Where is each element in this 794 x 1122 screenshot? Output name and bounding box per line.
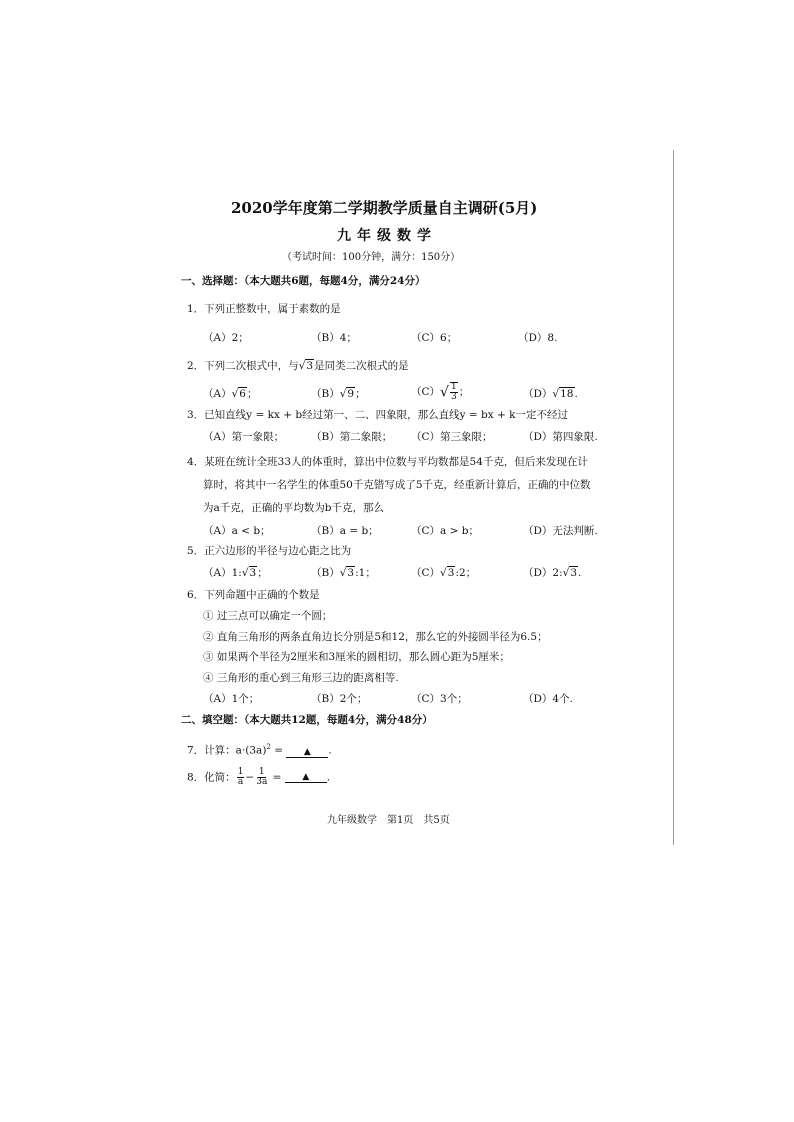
question-3-option-d: （D）第四象限. — [523, 431, 598, 443]
question-8-text — [187, 768, 330, 788]
option-tail: :1； — [355, 567, 376, 579]
radicand: 3 — [347, 567, 355, 579]
option-tail: :2； — [455, 567, 477, 579]
question-1-option-c: （C）6； — [411, 332, 458, 344]
section-1-heading: 一、选择题：（本大题共6题，每题4分，满分24分） — [181, 275, 426, 287]
question-5-option-c — [411, 568, 476, 579]
question-4-option-d: （D）无法判断. — [523, 525, 598, 537]
question-2-text — [187, 361, 409, 372]
question-8-prefix: 8．化简： — [187, 771, 236, 784]
radicand: 9 — [347, 388, 355, 400]
equals-sign: = — [270, 744, 287, 757]
fraction-numerator: 1 — [237, 767, 244, 777]
question-4-line-2: 算时，将其中一名学生的体重50千克错写成了5千克，经重新计算后，正确的中位数 — [203, 479, 591, 491]
sqrt-expression: √3 — [440, 567, 455, 579]
fraction — [450, 382, 458, 403]
exam-title: 2020学年度第二学期教学质量自主调研(5月) — [231, 199, 538, 217]
option-tail: ； — [355, 388, 366, 400]
page-footer: 九年级数学 第1页 共5页 — [327, 815, 450, 826]
question-6-item-4: ④ 三角形的重心到三角形三边的距离相等. — [203, 672, 399, 684]
option-tail: ； — [246, 388, 258, 400]
radicand: 3 — [570, 567, 578, 579]
question-2-option-a — [203, 389, 257, 400]
question-7-text — [187, 744, 332, 758]
equals-sign: = — [269, 771, 285, 784]
fraction-denominator: 3 — [450, 392, 457, 403]
question-1-option-b: （B）4； — [311, 332, 357, 344]
radicand: 18 — [560, 388, 574, 400]
option-label: （D） — [523, 388, 553, 400]
radicand: 6 — [239, 388, 246, 400]
sqrt-expression: √6 — [231, 388, 246, 400]
question-6-text: 6．下列命题中正确的个数是 — [187, 589, 320, 601]
option-tail: . — [578, 567, 582, 579]
question-3-option-a: （A）第一象限； — [203, 431, 285, 443]
question-3-option-b: （B）第二象限； — [311, 431, 393, 443]
question-4-option-c: （C）a > b； — [411, 525, 479, 537]
option-label: （B） — [311, 567, 340, 579]
fraction-1 — [237, 768, 245, 788]
answer-blank: ▲ — [285, 773, 327, 783]
question-1-text: 1．下列正整数中，属于素数的是 — [187, 303, 341, 315]
fraction-numerator: 1 — [258, 767, 265, 777]
answer-blank: ▲ — [286, 748, 328, 758]
question-7-tail: . — [328, 744, 332, 757]
radicand: 3 — [306, 360, 314, 372]
question-1-option-a: （A）2； — [203, 332, 249, 344]
option-label: （A）1: — [203, 567, 242, 579]
question-6-item-2: ② 直角三角形的两条直角边长分别是5和12，那么它的外接圆半径为6.5； — [203, 631, 548, 643]
question-3-option-c: （C）第三象限； — [411, 431, 493, 443]
sqrt-expression: √3 — [241, 567, 257, 579]
question-8-tail: . — [326, 771, 331, 784]
question-6-option-d: （D）4个. — [523, 693, 573, 705]
question-2-option-b — [311, 389, 366, 400]
question-2-option-c — [411, 382, 469, 403]
question-6-item-1: ① 过三点可以确定一个圆； — [203, 610, 333, 622]
question-7-expression: 7．计算：a·(3a) — [187, 744, 267, 757]
exam-info: （考试时间：100分钟，满分：150分） — [282, 252, 461, 263]
fraction-denominator: a — [237, 777, 244, 788]
question-6-item-3: ③ 如果两个半径为2厘米和3厘米的圆相切，那么圆心距为5厘米； — [203, 651, 510, 663]
option-label: （D）2: — [523, 567, 563, 579]
sqrt-expression: √3 — [339, 567, 355, 579]
sqrt-expression: √9 — [339, 388, 355, 400]
section-2-heading: 二、填空题：（本大题共12题，每题4分，满分48分） — [181, 714, 433, 726]
question-6-option-c: （C）3个； — [411, 693, 468, 705]
question-4-option-a: （A）a < b； — [203, 525, 271, 537]
sqrt-sign: √ — [440, 384, 449, 401]
option-tail: . — [574, 388, 578, 400]
sqrt-expression: √3 — [562, 567, 578, 579]
question-2-option-d — [523, 389, 578, 400]
question-5-option-d — [523, 568, 581, 579]
question-5-option-b — [311, 568, 376, 579]
question-5-text: 5．正六边形的半径与边心距之比为 — [187, 545, 352, 557]
question-4-line-1: 4．某班在统计全班33人的体重时，算出中位数与平均数都是54千克，但后来发现在计 — [187, 456, 588, 468]
option-label: （B） — [311, 388, 340, 400]
radicand: 3 — [447, 567, 455, 579]
sqrt-expression: √3 — [298, 360, 314, 372]
option-tail: ； — [458, 386, 470, 399]
question-4-line-3: 为a千克，正确的平均数为b千克，那么 — [203, 502, 384, 514]
scan-edge-line — [673, 150, 674, 845]
question-1-option-d: （D）8. — [518, 332, 558, 344]
question-2-pre: 2．下列二次根式中，与 — [187, 360, 299, 372]
question-6-option-a: （A）1个； — [203, 693, 260, 705]
option-label: （A） — [203, 388, 232, 400]
question-3-text: 3．已知直线y = kx + b经过第一、二、四象限，那么直线y = bx + k一定不经过 — [187, 409, 568, 421]
question-5-option-a — [203, 568, 268, 579]
minus-sign: − — [245, 771, 255, 784]
question-2-post: 是同类二次根式的是 — [314, 360, 409, 372]
option-label: （C） — [411, 386, 441, 399]
question-6-option-b: （B）2个； — [311, 693, 368, 705]
option-label: （C） — [411, 567, 441, 579]
fraction-denominator: 3a — [256, 777, 268, 788]
sqrt-expression: √18 — [552, 388, 574, 400]
fraction-numerator: 1 — [450, 382, 457, 392]
radicand: 3 — [249, 567, 257, 579]
option-tail: ； — [257, 567, 268, 579]
fraction-2 — [255, 768, 268, 788]
question-4-option-b: （B）a = b； — [311, 525, 379, 537]
exam-subtitle: 九年级数学 — [337, 228, 437, 244]
exponent: 2 — [266, 743, 271, 751]
